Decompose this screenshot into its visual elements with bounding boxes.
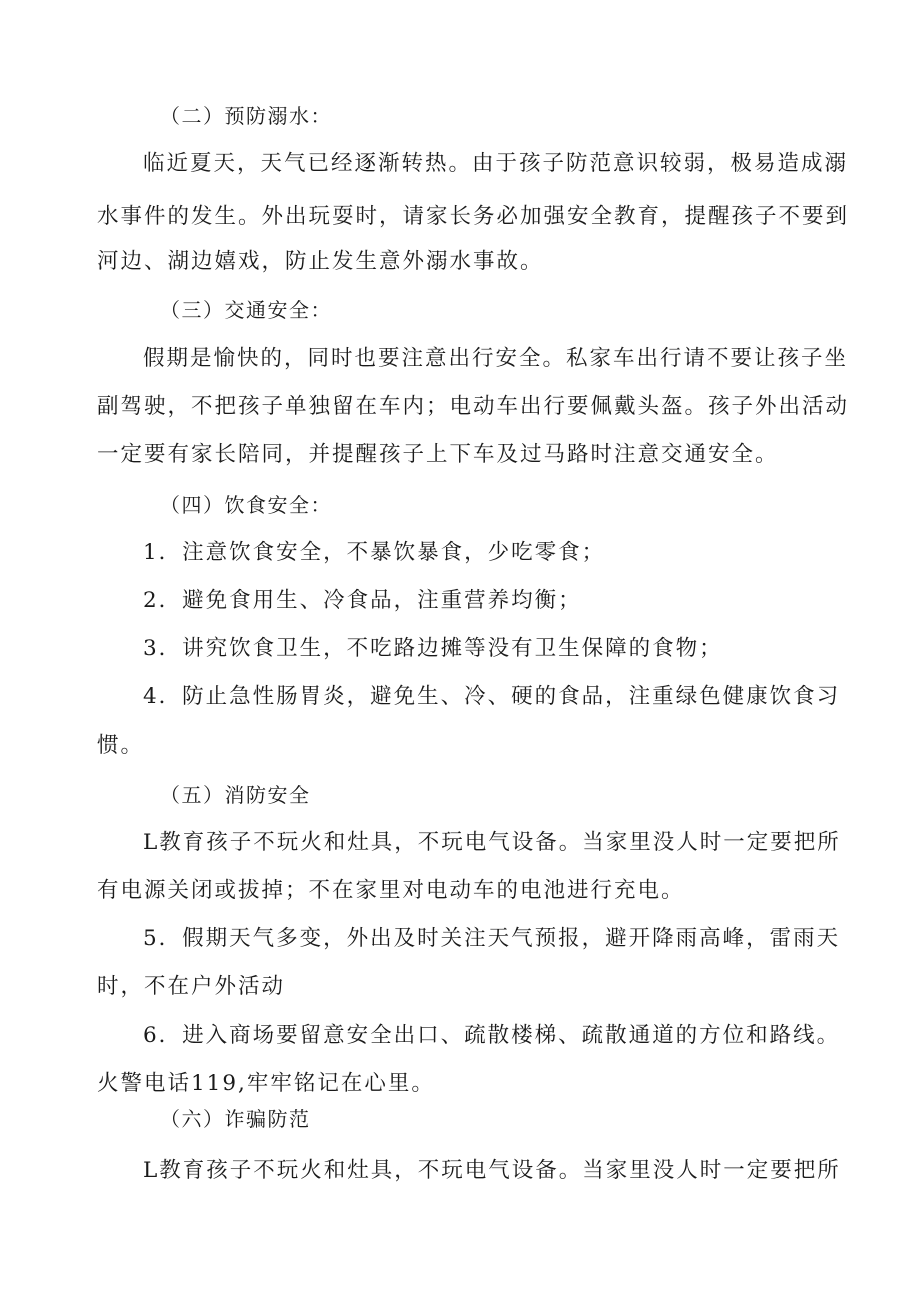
list-item: 3．讲究饮食卫生，不吃路边摊等没有卫生保障的食物；	[143, 636, 723, 661]
section-heading: （二）预防溺水：	[160, 104, 332, 128]
paragraph-line: 时，不在户外活动	[97, 974, 286, 999]
paragraph-line: 临近夏天，天气已经逐渐转热。由于孩子防范意识较弱，极易造成溺	[143, 151, 849, 176]
paragraph-line: 惯。	[97, 733, 145, 758]
list-item: 4．防止急性肠胃炎，避免生、冷、硬的食品，注重绿色健康饮食习	[143, 684, 841, 709]
paragraph-line: 副驾驶，不把孩子单独留在车内；电动车出行要佩戴头盔。孩子外出活动	[97, 394, 850, 419]
paragraph-line: 假期是愉快的，同时也要注意出行安全。私家车出行请不要让孩子坐	[143, 346, 849, 371]
paragraph-line: 一定要有家长陪同，并提醒孩子上下车及过马路时注意交通安全。	[97, 442, 779, 467]
list-item: 2．避免食用生、冷食品，注重营养均衡；	[143, 588, 582, 613]
list-item: 6．进入商场要留意安全出口、疏散楼梯、疏散通道的方位和路线。	[143, 1023, 841, 1048]
paragraph-line: 河边、湖边嬉戏，防止发生意外溺水事故。	[97, 249, 544, 274]
list-item: 5．假期天气多变，外出及时关注天气预报，避开降雨高峰，雷雨天	[143, 926, 841, 951]
section-heading: （三）交通安全：	[160, 298, 332, 322]
section-heading: （五）消防安全	[160, 783, 311, 807]
list-item: L教育孩子不玩火和灶具，不玩电气设备。当家里没人时一定要把所	[143, 830, 841, 855]
section-heading: （四）饮食安全：	[160, 493, 332, 517]
list-item: L教育孩子不玩火和灶具，不玩电气设备。当家里没人时一定要把所	[143, 1158, 841, 1183]
paragraph-line: 水事件的发生。外出玩耍时，请家长务必加强安全教育，提醒孩子不要到	[97, 204, 850, 229]
paragraph-line: 火警电话119,牢牢铭记在心里。	[97, 1071, 435, 1096]
list-item: 1．注意饮食安全，不暴饮暴食，少吃零食；	[143, 540, 606, 565]
section-heading: （六）诈骗防范	[160, 1107, 311, 1131]
paragraph-line: 有电源关闭或拔掉；不在家里对电动车的电池进行充电。	[97, 878, 685, 903]
